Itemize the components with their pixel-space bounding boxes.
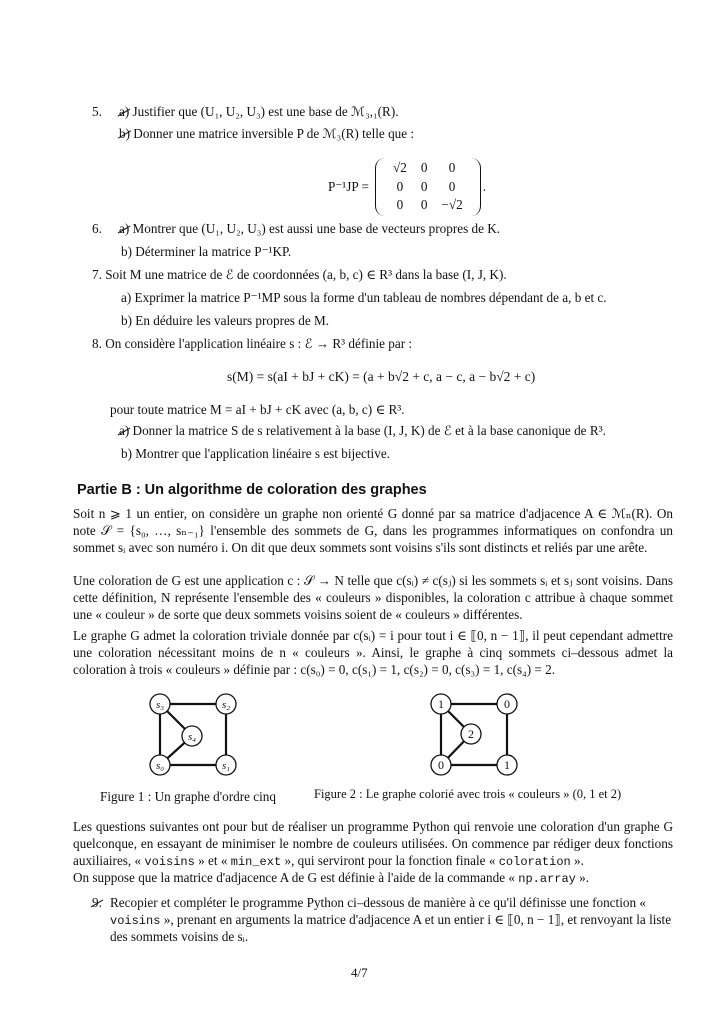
q7b: b) En déduire les valeurs propres de M.	[121, 313, 330, 328]
code-np-array: np.array	[518, 872, 576, 886]
python-intro-paragraph: Les questions suivantes ont pour but de réaliser un programme Python qui renvoie une coloration d'un graphe G quelconque, en essayant de minimiser le nombre de couleurs utilisées. On commence par rédiger deux fonctions auxiliaires, « voisins » et « min_ext », qui serviront pour la fonction finale « coloration ».	[73, 819, 673, 869]
q6a-text: Montrer que (U₁, U₂, U₃) est aussi une base de vecteurs propres de K.	[132, 221, 501, 236]
q8-formula: s(M) = s(aI + bJ + cK) = (a + b√2 + c, a − c, a − b√2 + c)	[227, 369, 536, 384]
q8a-marker: a)	[119, 423, 130, 438]
color-top-left: 1	[438, 697, 444, 711]
label-s3: s₃	[155, 699, 165, 711]
matrix-cell: √2	[392, 160, 407, 175]
label-s0: s₀	[155, 760, 165, 772]
matrix-cell: 0	[420, 178, 428, 194]
q5b	[119, 126, 414, 143]
q8-after: pour toute matrice M = aI + bJ + cK avec (a, b, c) ∈ R³.	[110, 402, 405, 417]
q6-number: 6.	[92, 221, 102, 236]
label-s4: s₄	[187, 731, 197, 743]
partie-b-title: Partie B : Un algorithme de coloration des graphes	[77, 482, 427, 498]
matrix-cell: 0	[420, 160, 428, 175]
partie-b-paragraph-1: Soit n ⩾ 1 un entier, on considère un graphe non orienté G donné par sa matrice d'adjacence A ∈ ℳₙ(R). On note 𝒮 = {s₀, …, sₙ₋₁} l'ensemble des sommets de G, dans les programmes informatiques on confondra un sommet sᵢ avec son numéro i. On dit que deux sommets sont voisins s'ils sont distincts et reliés par une arête.	[73, 506, 673, 555]
matrix-cell: 0	[420, 197, 428, 212]
q8a	[119, 423, 606, 440]
matrix-row	[386, 196, 470, 215]
label-s1: s₁	[221, 760, 231, 772]
q5-number: 5.	[92, 104, 102, 119]
q5-equation-lhs: P⁻¹JP =	[328, 178, 369, 194]
q7: 7. Soit M une matrice de ℰ de coordonnées (a, b, c) ∈ R³ dans la base (I, J, K).	[92, 267, 507, 282]
q6b: b) Déterminer la matrice P⁻¹KP.	[121, 244, 292, 259]
q6a	[119, 221, 500, 238]
color-top-right: 0	[504, 697, 510, 711]
matrix-cell: −√2	[441, 197, 463, 212]
q6a-marker: a)	[119, 221, 130, 236]
matrix-cell: 0	[396, 197, 404, 212]
figure-2-caption: Figure 2 : Le graphe colorié avec trois « couleurs » (0, 1 et 2)	[314, 787, 622, 801]
figure-2-graph	[425, 690, 525, 780]
partie-b-paragraph-2: Une coloration de G est une application c : 𝒮 → N telle que c(sᵢ) ≠ c(sⱼ) si les sommets sᵢ et sⱼ sont voisins. Dans cette définition, N représente l'ensemble des « couleurs » disponibles, la coloration c attribue à chaque sommet une « couleur » de sorte que deux sommets voisins soient de « couleurs » différentes.	[73, 573, 673, 622]
q8b: b) Montrer que l'application linéaire s est bijective.	[121, 446, 390, 461]
q8: 8. On considère l'application linéaire s : ℰ → R³ définie par :	[92, 336, 413, 351]
q5a-marker: a)	[119, 104, 130, 119]
code-min-ext: min_ext	[230, 854, 282, 869]
figure-1-caption: Figure 1 : Un graphe d'ordre cinq	[100, 789, 276, 804]
label-s2: s₂	[221, 699, 231, 711]
code-coloration: coloration	[498, 854, 571, 869]
color-bottom-left: 0	[438, 758, 444, 772]
page-number: 4/7	[351, 965, 368, 980]
q5-equation: P⁻¹JP = √2 0 0 0 0 0 0 0 −√2 .	[328, 158, 486, 216]
q9-number: 9.	[92, 895, 102, 910]
q5b-text: Donner une matrice inversible P de ℳ₃(R) telle que :	[133, 126, 415, 141]
matrix-row	[386, 159, 470, 178]
matrix-cell: 0	[448, 160, 456, 175]
color-bottom-right: 1	[504, 758, 510, 772]
q8a-text: Donner la matrice S de s relativement à la base (I, J, K) de ℰ et à la base canonique de R³.	[132, 423, 606, 438]
figure-1-graph	[140, 690, 250, 780]
matrix-cell: 0	[396, 178, 404, 194]
q7a: a) Exprimer la matrice P⁻¹MP sous la forme d'un tableau de nombres dépendant de a, b et c.	[121, 290, 607, 305]
q5a-text: Justifier que (U₁, U₂, U₃) est une base de ℳ₃,₁(R).	[132, 104, 399, 119]
q5b-marker: b)	[119, 126, 130, 141]
matrix-p-inv-j-p	[375, 158, 481, 216]
code-voisins-q9: voisins	[110, 913, 161, 928]
matrix-cell: 0	[448, 178, 456, 194]
q5a	[119, 104, 399, 121]
matrix-row	[386, 178, 470, 197]
code-voisins: voisins	[144, 854, 195, 869]
q9-text: Recopier et compléter le programme Python ci–dessous de manière à ce qu'il définisse une fonction « voisins », prenant en arguments la matrice d'adjacence A et un entier i ∈ ⟦0, n − 1⟧, et renvoyant la liste des sommets voisins de sᵢ.	[110, 895, 672, 944]
np-array-paragraph: On suppose que la matrice d'adjacence A de G est définie à l'aide de la commande « np.array ».	[73, 870, 590, 886]
partie-b-paragraph-3: Le graphe G admet la coloration triviale donnée par c(sᵢ) = i pour tout i ∈ ⟦0, n − 1⟧, il peut cependant admettre une coloration nécessitant moins de n « couleurs ». Ainsi, le graphe à cinq sommets ci–dessous admet la coloration à trois « couleurs » définie par : c(s₀) = 0, c(s₁) = 1, c(s₂) = 0, c(s₃) = 1, c(s₄) = 2.	[73, 628, 673, 677]
color-center: 2	[468, 727, 474, 741]
